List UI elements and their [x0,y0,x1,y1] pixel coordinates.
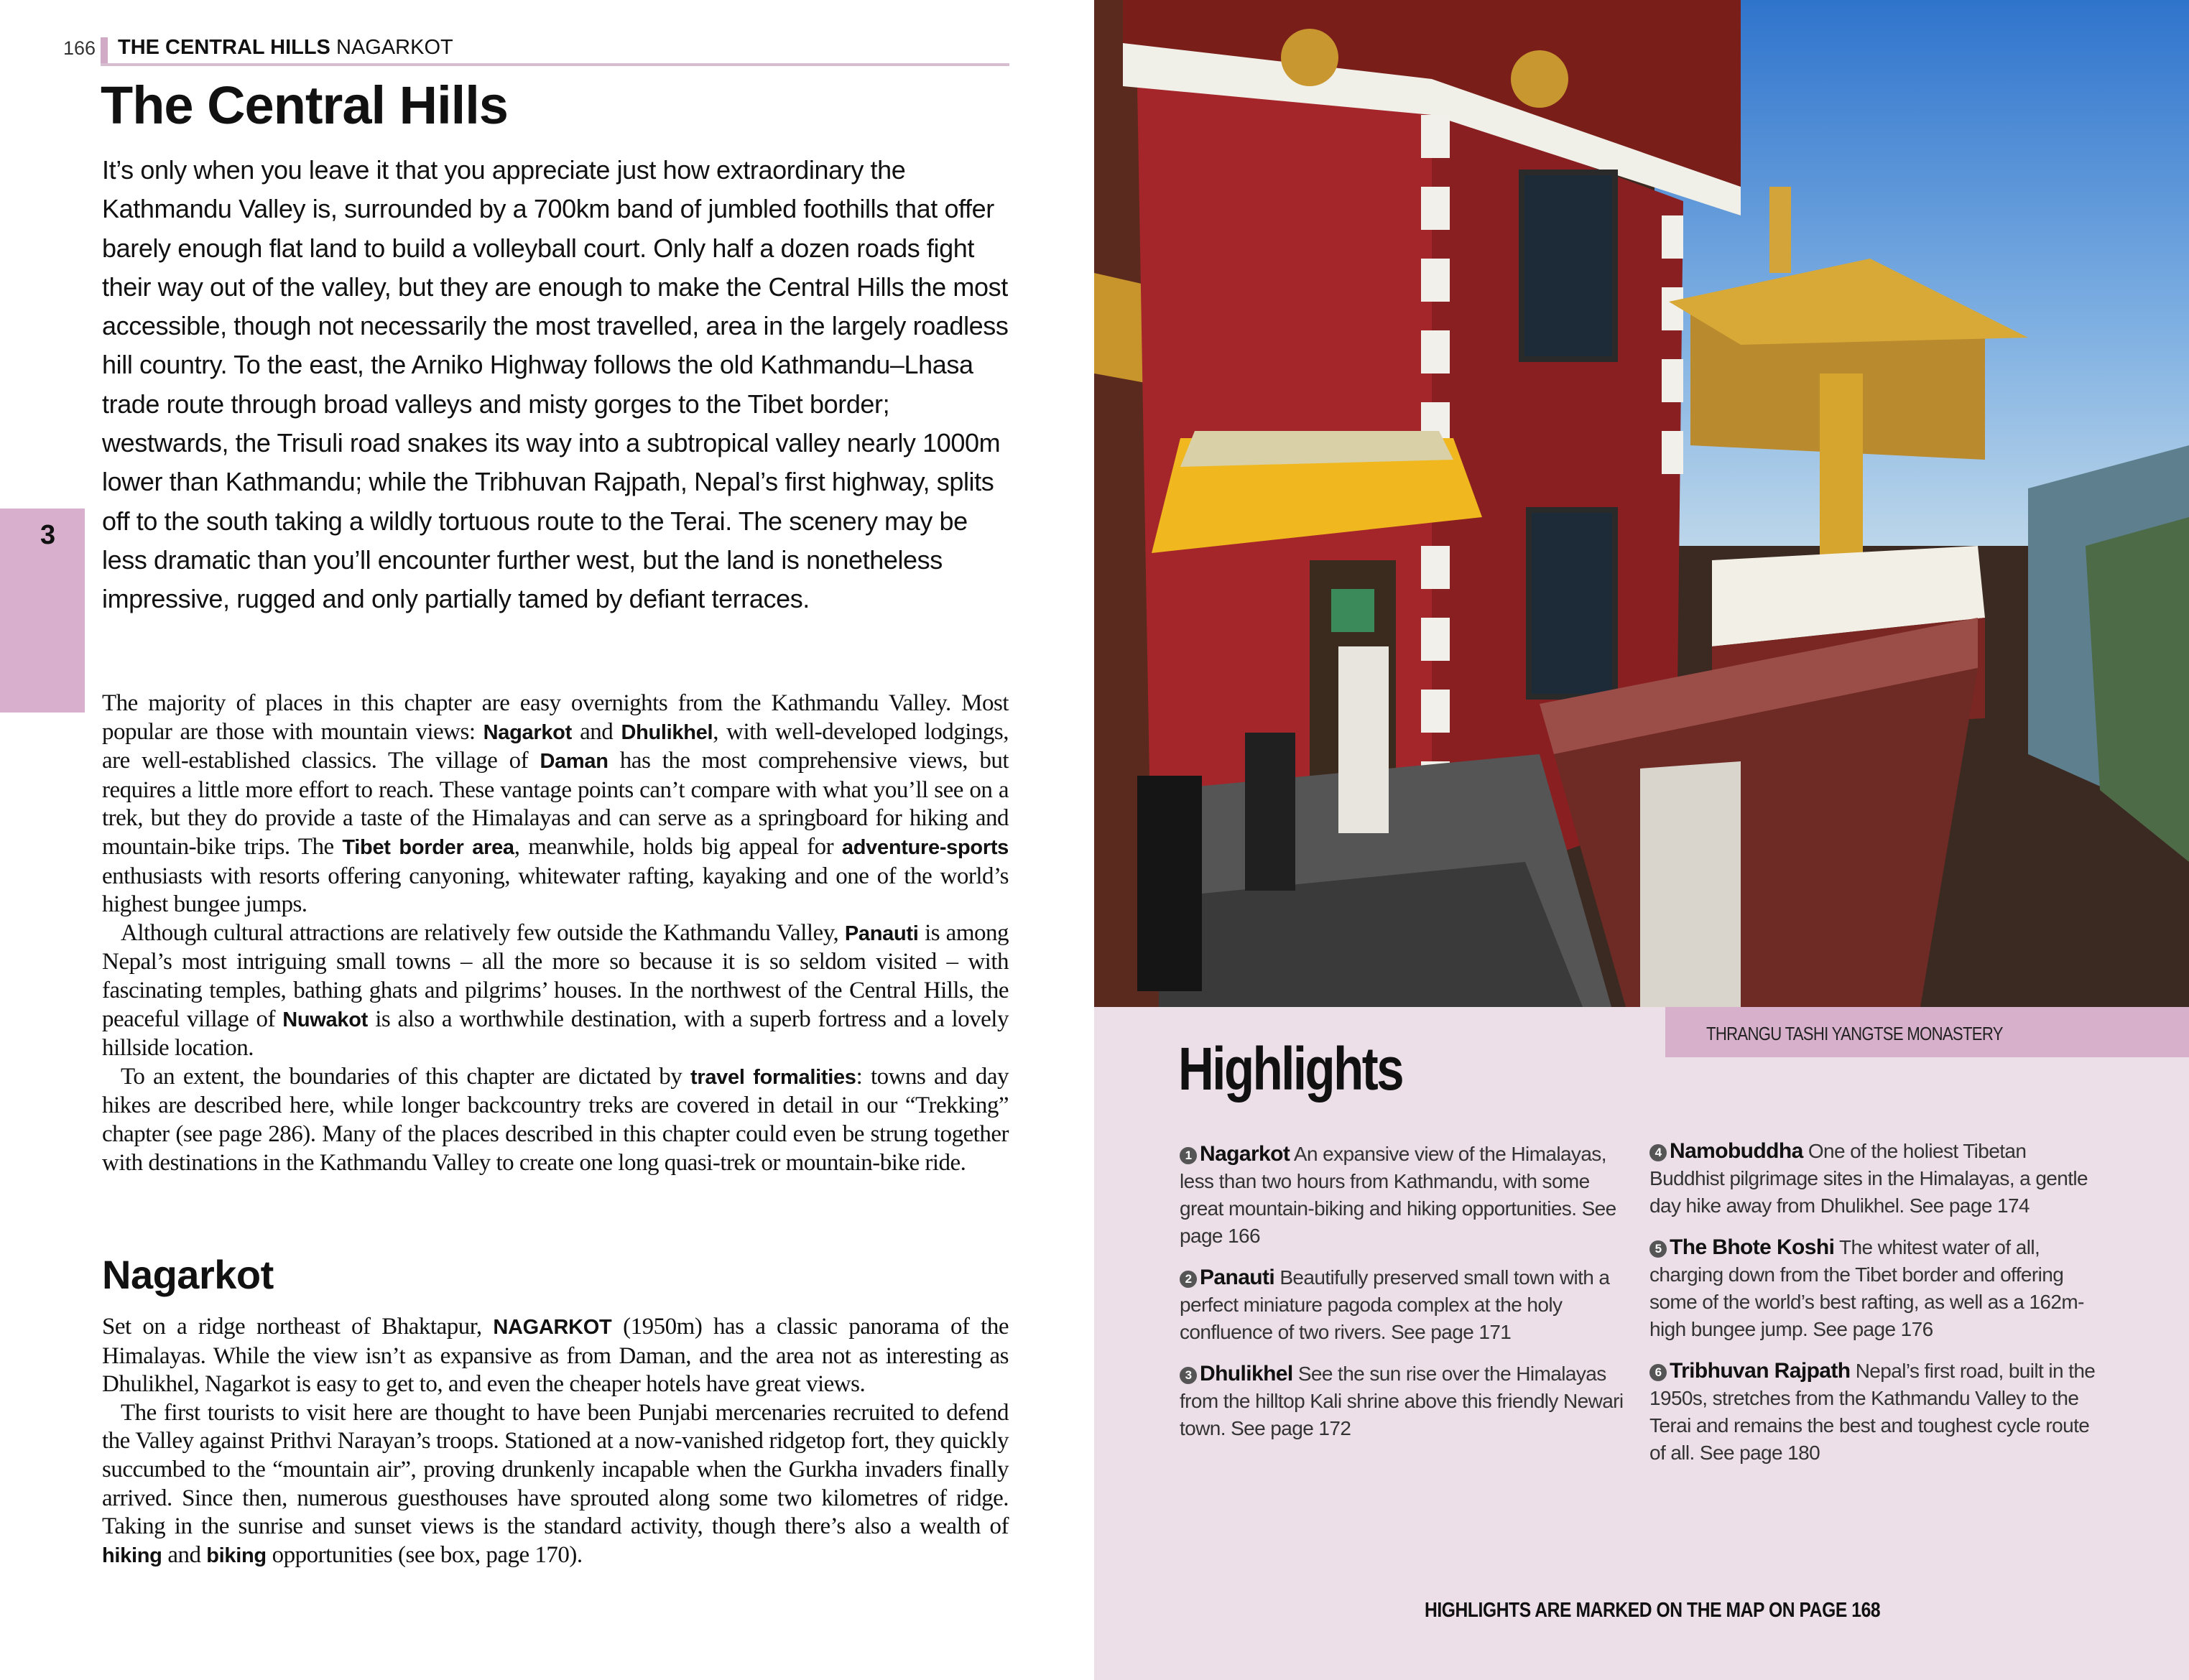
highlight-name: Panauti [1200,1266,1275,1289]
paragraph [102,1063,1009,1177]
highlight-number-badge: 1 [1180,1147,1197,1164]
text-run: : towns and day hikes are described here, while longer backcountry treks are covered in detail in our “Trekking” chapter (see page 286). Many of the places described in this chapter could even be strung together with destinations in the Kathmandu Valley to create one long quasi-trek or mountain-bike ride. [102,1063,1009,1176]
running-head-rule [101,63,1009,66]
text-run: enthusiasts with resorts offering canyoning, whitewater rafting, kayaking and one of the world’s highest bungee jumps. [102,863,1009,918]
body-text-nagarkot [102,1313,1009,1570]
bold-term: Nagarkot [483,720,572,744]
intro-paragraph: It’s only when you leave it that you appreciate just how extraordinary the Kathmandu Valley is, surrounded by a 700km band of jumbled foothills that offer barely enough flat land to build a volleyball court. Only half a dozen roads fight their way out of the valley, but they are enough to make the Central Hills the most accessible, though not necessarily the most travelled, area in the largely roadless hill country. To the east, the Arniko Highway follows the old Kathmandu–Lhasa trade route through broad valleys and misty gorges to the Tibet border; westwards, the Trisuli road snakes its way into a subtropical valley nearly 1000m lower than Kathmandu; while the Tribhuvan Rajpath, Nepal’s first highway, splits off to the south taking a wildly tortuous route to the Terai. The scenery may be less dramatic than you’ll encounter further west, but the land is nonetheless impressive, rugged and only partially tamed by defiant terraces. [102,155,1009,614]
highlight-item [1180,1141,1632,1250]
text-run: The majority of places in this chapter are easy overnights from the Kathmandu Valley. Most popular are those with mountain views: [102,690,1009,745]
bold-term: Dhulikhel [621,720,713,744]
text-run: Set on a ridge northeast of Bhaktapur, [102,1314,494,1340]
highlight-item [1180,1360,1632,1442]
bold-term: NAGARKOT [493,1316,612,1339]
highlight-name: Tribhuvan Rajpath [1670,1359,1851,1383]
text-run: is also a worthwhile destination, with a superb fortress and a lovely hillside location. [102,1006,1009,1062]
text-run: is among Nepal’s most intriguing small towns – all the more so because it is so seldom visited – with fascinating temples, bathing ghats and pilgrims’ houses. In the northwest of the Central Hills, the peaceful village of [102,919,1009,1032]
highlight-number-badge: 4 [1649,1144,1667,1161]
bold-term: travel formalities [690,1065,856,1089]
highlights-heading: Highlights [1178,1035,1403,1103]
highlight-item [1649,1358,2102,1467]
highlight-item [1649,1234,2102,1343]
bold-term: Tibet border area [342,835,514,859]
running-head-subsection: NAGARKOT [335,36,453,59]
paragraph [102,1399,1009,1571]
bold-term: hiking [102,1544,162,1567]
highlight-number-badge: 5 [1649,1240,1667,1258]
paragraph [102,690,1009,919]
text-run: , with well-developed lodgings, are well-established classics. The village of [102,718,1009,774]
text-run: and [162,1541,207,1568]
highlight-name: Nagarkot [1200,1142,1290,1166]
bold-term: Panauti [844,922,919,945]
highlight-number-badge: 2 [1180,1271,1197,1288]
running-head-bar [101,37,108,63]
chapter-title: The Central Hills [101,75,508,135]
highlight-number-badge: 3 [1180,1367,1197,1384]
text-run: and [571,718,621,745]
monastery-photo [1094,0,2189,1007]
text-run: To an extent, the boundaries of this chapter are dictated by [121,1063,690,1090]
body-text-overview [102,690,1009,1177]
paragraph [102,919,1009,1063]
highlight-text: The whitest water of all, charging down from the Tibet border and offering some of the world’s best rafting, as well as a 162m-high bungee jump. See page 176 [1649,1236,2084,1340]
text-run: Although cultural attractions are relatively few outside the Kathmandu Valley, [121,919,845,946]
photo-caption: THRANGU TASHI YANGTSE MONASTERY [1706,1023,2003,1044]
highlight-number-badge: 6 [1649,1364,1667,1381]
running-head [118,36,453,60]
text-run: opportunities (see box, page 170). [266,1541,583,1568]
bold-term: adventure-sports [841,835,1009,859]
paragraph [102,1313,1009,1399]
highlight-item [1180,1264,1632,1346]
highlights-map-note: HIGHLIGHTS ARE MARKED ON THE MAP ON PAGE 168 [1425,1599,1881,1622]
highlight-name: Namobuddha [1670,1139,1803,1163]
page-number: 166 [63,37,96,59]
text-run: The first tourists to visit here are thought to have been Punjabi mercenaries recruited to defend the Valley against Prithvi Narayan’s troops. Stationed at a now-vanished ridgetop fort, they quickly succumbed to the “mountain air”, proving drunkenly incapable when the Gurkha invaders finally arrived. Since then, numerous guesthouses have sprouted along some two kilometres of ridge. Taking in the sunrise and sunset views is the standard activity, though there’s also a wealth of [102,1399,1009,1540]
highlight-name: Dhulikhel [1200,1362,1293,1386]
highlight-text: An expansive view of the Himalayas, less than two hours from Kathmandu, with some great mountain-biking and hiking opportunities. See page 166 [1180,1143,1616,1247]
highlights-column-1 [1180,1141,1632,1457]
running-head-section: THE CENTRAL HILLS [118,36,330,59]
highlight-item [1649,1138,2102,1220]
bold-term: Daman [540,750,608,774]
highlight-name: The Bhote Koshi [1670,1235,1835,1259]
highlight-text: One of the holiest Tibetan Buddhist pilgrimage sites in the Himalayas, a gentle day hike away from Dhulikhel. See page 174 [1649,1140,2088,1217]
text-run: (1950m) has a classic panorama of the Himalayas. While the view isn’t as expansive as from Daman, and the area not as interesting as Dhulikhel, Nagarkot is easy to get to, and even the cheaper hotels have great views. [102,1314,1009,1398]
highlight-text: Beautifully preserved small town with a perfect miniature pagoda complex at the holy confluence of two rivers. See page 171 [1180,1266,1610,1343]
highlight-text: See the sun rise over the Himalayas from the hilltop Kali shrine above this friendly Newari town. See page 172 [1180,1363,1624,1439]
bold-term: biking [206,1544,267,1567]
highlight-text: Nepal’s first road, built in the 1950s, stretches from the Kathmandu Valley to the Terai and remains the best and toughest cycle route of all. See page 180 [1649,1360,2096,1464]
text-run: , meanwhile, holds big appeal for [514,833,842,860]
section-heading: Nagarkot [102,1252,274,1297]
text-run: has the most comprehensive views, but requires a little more effort to reach. These vantage points can’t compare with what you’ll see on a trek, but they do provide a taste of the Himalayas and can serve as a springboard for hiking and mountain-bike trips. The [102,748,1009,860]
highlights-column-2 [1649,1138,2102,1481]
chapter-number: 3 [40,520,56,550]
bold-term: Nuwakot [282,1008,368,1031]
